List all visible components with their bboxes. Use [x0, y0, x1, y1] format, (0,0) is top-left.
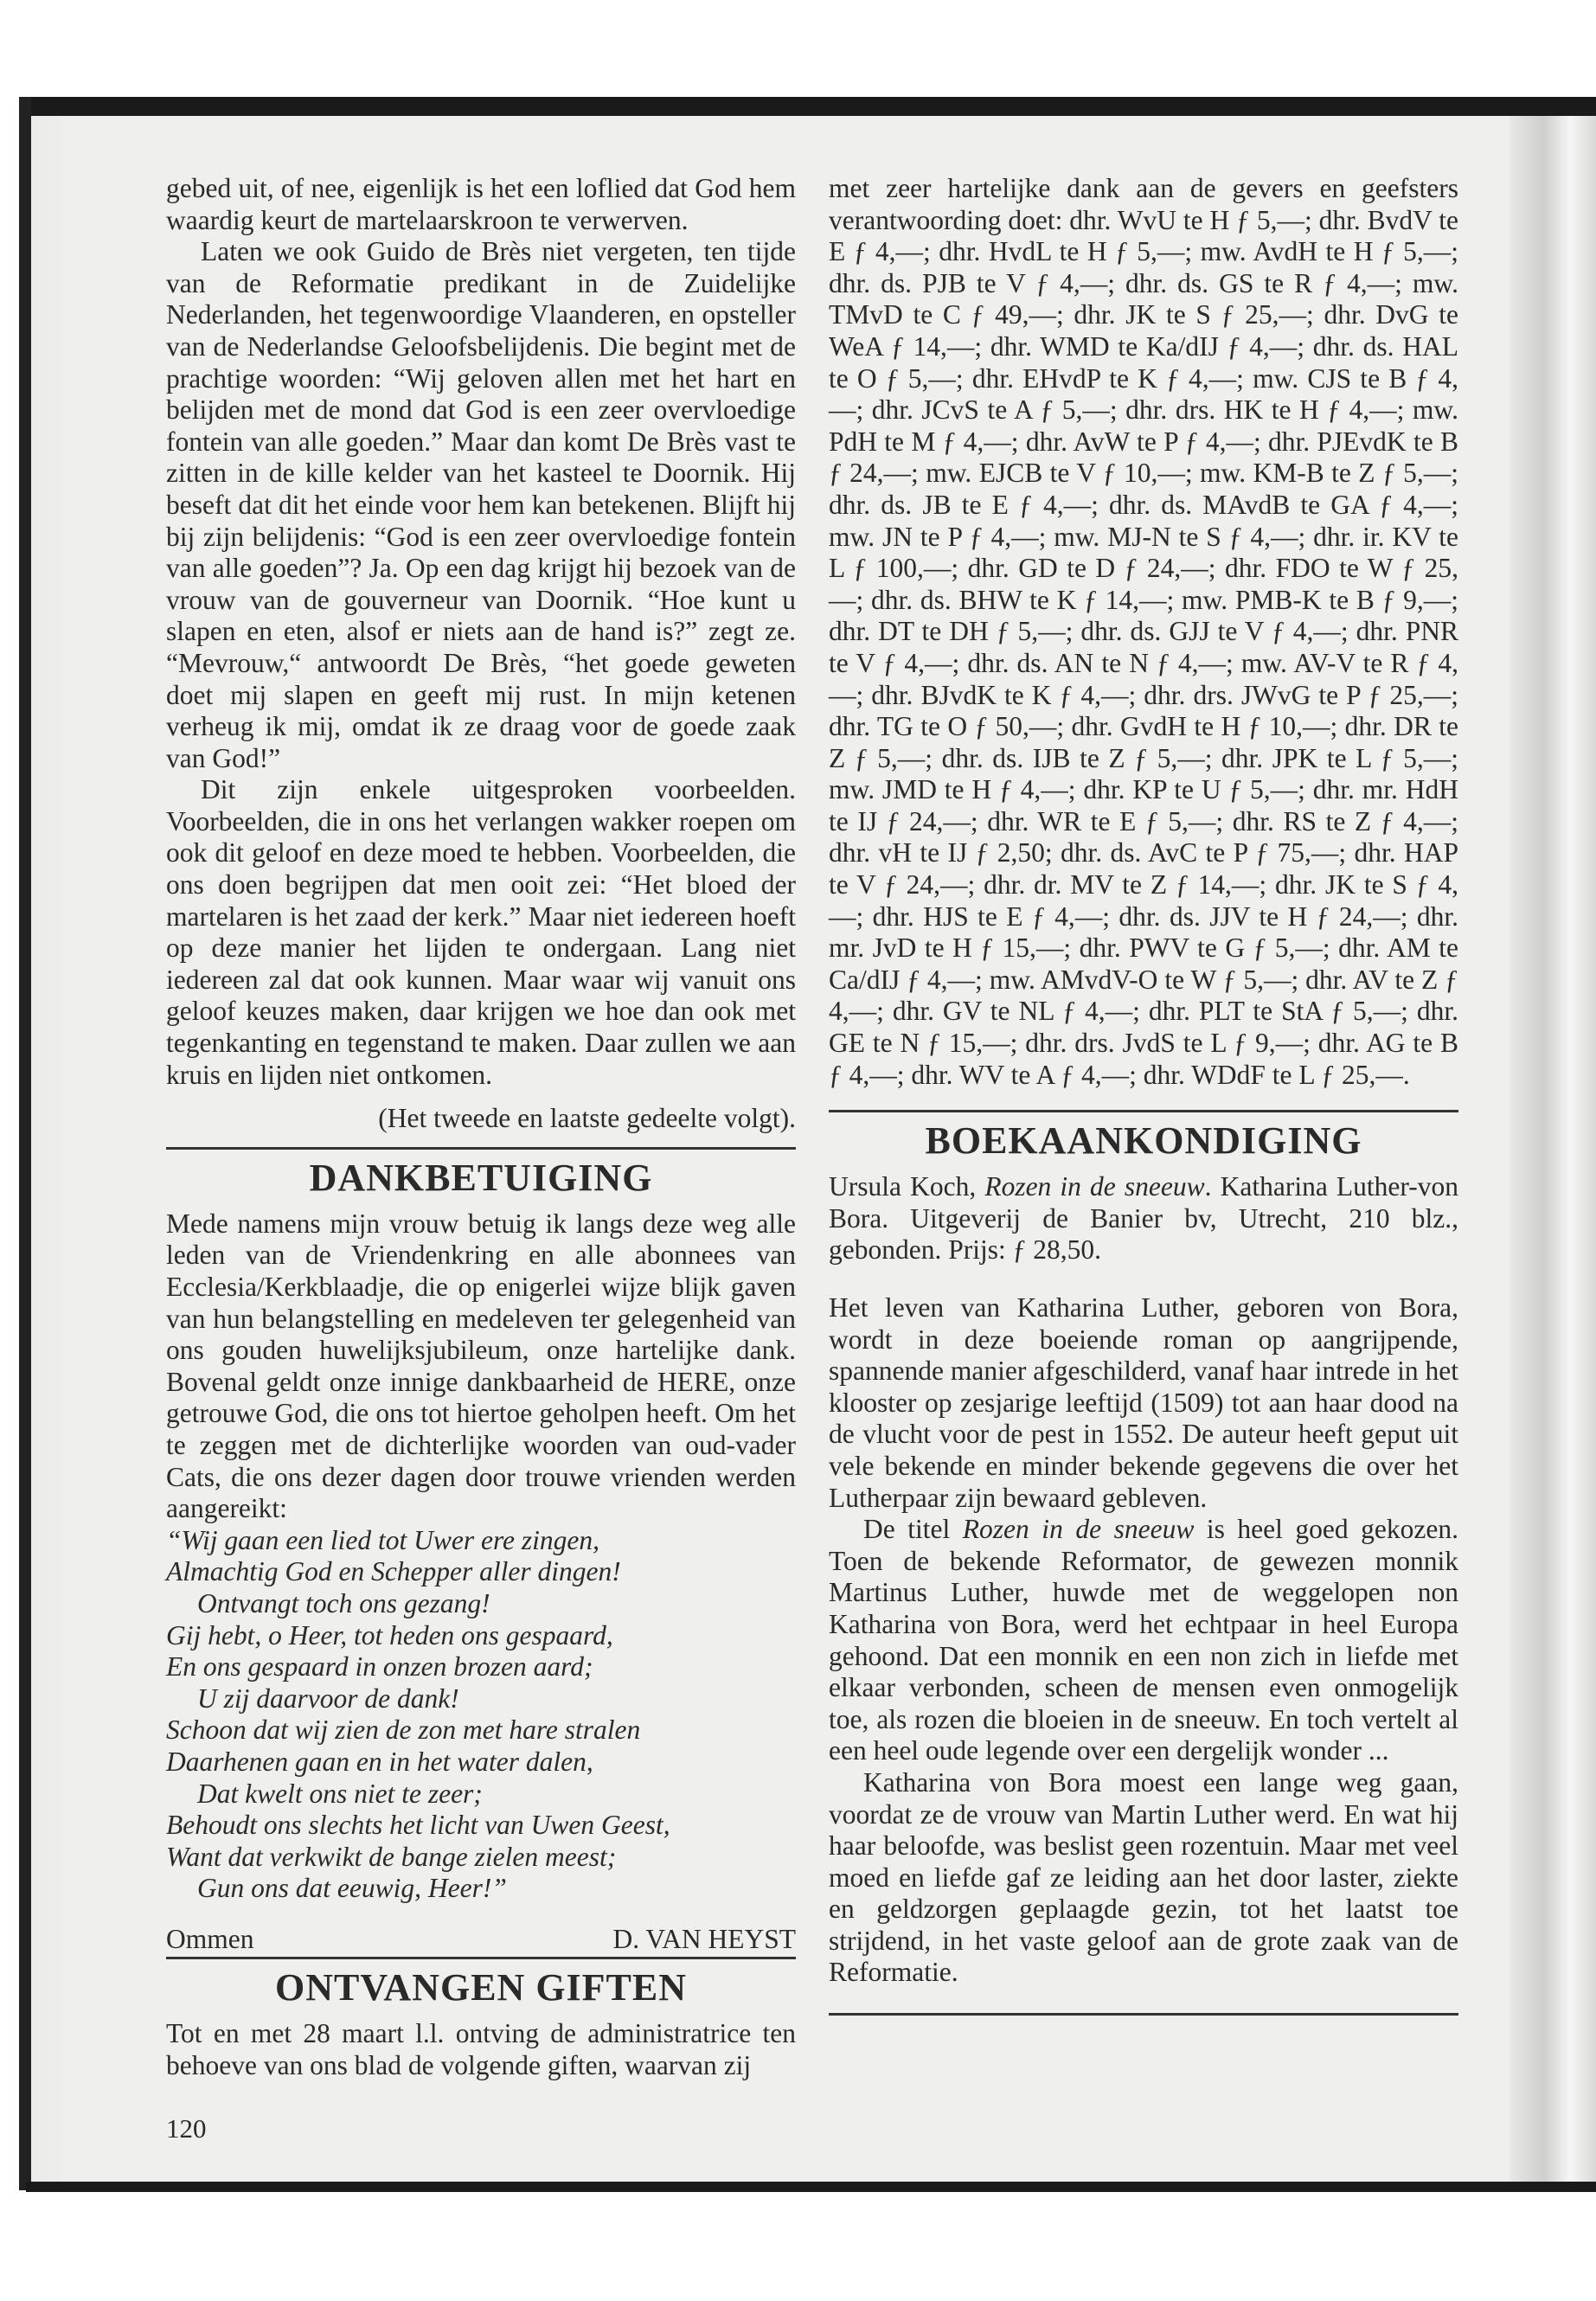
poem-line: Ontvangt toch ons gezang!	[197, 1587, 490, 1618]
poem-line: En ons gespaard in onzen brozen aard;	[166, 1651, 593, 1682]
book-details: . Katharina Luther-von Bora. Uitgeverij de Banier bv, Utrecht, 210 blz., gebonden. Prijs: ƒ 28,50.	[829, 1171, 1458, 1266]
scan-border-left	[19, 97, 31, 2190]
giften-intro: Tot en met 28 maart l.l. ontving de administratrice ten behoeve van ons blad de volgende giften, waarvan zij	[166, 2018, 796, 2081]
section-divider	[829, 2013, 1458, 2016]
poem-line: Almachtig God en Schepper aller dingen!	[166, 1556, 621, 1587]
dankbetuiging-heading: DANKBETUIGING	[309, 1156, 653, 1199]
dankbetuiging-body: Mede namens mijn vrouw betuig ik langs deze weg alle leden van de Vriendenkring en alle abonnees van Ecclesia/Kerkblaadje, die op enigerlei wijze blijk gaven van hun belangstelling en medeleven ter gelegenheid van ons gouden huwelijksjubileum, onze hartelijke dank. Bovenal geldt onze innige dankbaarheid de HERE, onze getrouwe God, die ons tot hiertoe geholpen heeft. Om het te zeggen met de dichterlijke woorden van oud-vader Cats, die ons dezer dagen door trouwe vrienden werden aangereikt:	[166, 1208, 796, 1524]
signature-line	[166, 1924, 796, 1956]
poem-line: “Wij gaan een lied tot Uwer ere zingen,	[166, 1524, 600, 1555]
poem-line: Gij hebt, o Heer, tot heden ons gespaard,	[166, 1619, 613, 1650]
page-number: 120	[166, 2112, 207, 2144]
spacer	[829, 1266, 1458, 1292]
right-column	[829, 173, 1458, 2016]
section-divider	[166, 1147, 796, 1150]
section-divider	[829, 1110, 1458, 1112]
book-title-inline: Rozen in de sneeuw	[962, 1514, 1195, 1545]
signature-name: D. VAN HEYST	[612, 1923, 796, 1954]
poem-line: U zij daarvoor de dank!	[197, 1682, 459, 1714]
scan-border-top	[26, 97, 1596, 116]
poem-line: Dat kwelt ons niet te zeer;	[197, 1778, 483, 1809]
review-paragraph: Katharina von Bora moest een lange weg gaan, voordat ze de vrouw van Martin Luther werd. En wat hij haar beloofde, was beslist geen rozentuin. Maar met veel moed en liefde gaf ze leiding aan het door laster, ziekte en geldzorgen geplaagde gezin, tot het laatst toe strijdend, in het vaste geloof aan de grote zaak van de Reformatie.	[829, 1766, 1458, 1988]
book-title: Rozen in de sneeuw	[984, 1171, 1205, 1202]
article-continuation-note: (Het tweede en laatste gedeelte volgt).	[378, 1103, 796, 1134]
book-author: Ursula Koch,	[829, 1171, 985, 1202]
signature-place: Ommen	[166, 1923, 254, 1954]
giften-list: met zeer hartelijke dank aan de gevers en geefsters verantwoording doet: dhr. WvU te H ƒ 5,—; dhr. BvdV te E ƒ 4,—; dhr. HvdL te H ƒ 5,—; mw. AvdH te H ƒ 5,—; dhr. ds. PJB te V ƒ 4,—; dhr. ds. GS te R ƒ 4,—; mw. TMvD te C ƒ 49,—; dhr. JK te S ƒ 25,—; dhr. DvG te WeA ƒ 14,—; dhr. WMD te Ka/dIJ ƒ 4,—; dhr. ds. HAL te O ƒ 5,—; dhr. EHvdP te K ƒ 4,—; mw. CJS te B ƒ 4,—; dhr. JCvS te A ƒ 5,—; dhr. drs. HK te H ƒ 4,—; mw. PdH te M ƒ 4,—; dhr. AvW te P ƒ 4,—; dhr. PJEvdK te B ƒ 24,—; mw. EJCB te V ƒ 10,—; mw. KM-B te Z ƒ 5,—; dhr. ds. JB te E ƒ 4,—; dhr. ds. MAvdB te GA ƒ 4,—; mw. JN te P ƒ 4,—; mw. MJ-N te S ƒ 4,—; dhr. ir. KV te L ƒ 100,—; dhr. GD te D ƒ 24,—; dhr. FDO te W ƒ 25,—; dhr. ds. BHW te K ƒ 14,—; mw. PMB-K te B ƒ 9,—; dhr. DT te DH ƒ 5,—; dhr. ds. GJJ te V ƒ 4,—; dhr. PNR te V ƒ 4,—; dhr. ds. AN te N ƒ 4,—; mw. AV-V te R ƒ 4,—; dhr. BJvdK te K ƒ 4,—; dhr. drs. JWvG te P ƒ 25,—; dhr. TG te O ƒ 50,—; dhr. GvdH te H ƒ 10,—; dhr. DR te Z ƒ 5,—; dhr. ds. IJB te Z ƒ 5,—; dhr. JPK te L ƒ 5,—; mw. JMD te H ƒ 4,—; dhr. KP te U ƒ 5,—; dhr. mr. HdH te IJ ƒ 24,—; dhr. WR te E ƒ 5,—; dhr. RS te Z ƒ 4,—; dhr. vH te IJ ƒ 2,50; dhr. ds. AvC te P ƒ 75,—; dhr. HAP te V ƒ 24,—; dhr. dr. MV te Z ƒ 14,—; dhr. JK te S ƒ 4,—; dhr. HJS te E ƒ 4,—; dhr. ds. JJV te H ƒ 24,—; dhr. mr. JvD te H ƒ 15,—; dhr. PWV te G ƒ 5,—; dhr. AM te Ca/dIJ ƒ 4,—; mw. AMvdV-O te W ƒ 5,—; dhr. AV te Z ƒ 4,—; dhr. GV te NL ƒ 4,—; dhr. PLT te StA ƒ 5,—; dhr. GE te N ƒ 15,—; dhr. drs. JvdS te L ƒ 9,—; dhr. AG te B ƒ 4,—; dhr. WV te A ƒ 4,—; dhr. WDdF te L ƒ 25,—.	[829, 173, 1458, 1090]
article-paragraph: gebed uit, of nee, eigenlijk is het een loflied dat God hem waardig keurt de martelaarskroon te verwerven.	[166, 173, 796, 235]
poem-line: Schoon dat wij zien de zon met hare stralen	[166, 1715, 641, 1746]
review-paragraph: Het leven van Katharina Luther, geboren von Bora, wordt in deze boeiende roman op aangrijpende, spannende manier afgeschilderd, vanaf haar intrede in het klooster op zesjarige leeftijd (1509) tot aan haar dood na de vlucht voor de pest in 1552. De auteur heeft geput uit vele bekende en minder bekende gegevens die over het Lutherpaar zijn bewaard gebleven.	[829, 1292, 1458, 1513]
scan-border-bottom	[26, 2182, 1596, 2192]
left-column	[166, 173, 796, 2144]
page-edge-shadow	[1509, 116, 1596, 2182]
poem-line: Daarhenen gaan en in het water dalen,	[166, 1746, 593, 1777]
poem	[166, 1525, 796, 1905]
review-text: is heel goed gekozen. Toen de bekende Reformator, de gewezen monnik Martinus Luther, huwde met de weggelopen non Katharina von Bora, werd het echtpaar in heel Europa gehoond. Dat een monnik en een non zich in liefde met elkaar verbonden, scheen de mensen even onmogelijk toe, als rozen die bloeien in de sneeuw. En toch vertelt al een heel oude legende over een dergelijk wonder ...	[829, 1514, 1458, 1766]
poem-line: Behoudt ons slechts het licht van Uwen Geest,	[166, 1810, 670, 1841]
poem-line: Want dat verkwikt de bange zielen meest;	[166, 1841, 617, 1872]
review-paragraph	[829, 1514, 1458, 1767]
poem-line: Gun ons dat eeuwig, Heer!”	[197, 1873, 507, 1904]
article-paragraph: Dit zijn enkele uitgesproken voorbeelden. Voorbeelden, die in ons het verlangen wakker roepen om ook dit geloof en deze moed te hebben. Voorbeelden, die ons doen begrijpen dat men ooit zei: “Het bloed der martelaren is het zaad der kerk.” Maar niet iedereen hoeft op deze manier het lijden te ondergaan. Lang niet iedereen zal dat ook kunnen. Maar waar wij vanuit ons geloof keuzes maken, daar krijgen we hoe dan ook met tegenkanting en tegenstand te maken. Daar zullen we aan kruis en lijden niet ontkomen.	[166, 774, 796, 1090]
giften-heading: ONTVANGEN GIFTEN	[274, 1966, 688, 2009]
article-paragraph: Laten we ook Guido de Brès niet vergeten, ten tijde van de Reformatie predikant in de Zuidelijke Nederlanden, het tegenwoordige Vlaanderen, en opsteller van de Nederlandse Geloofsbelijdenis. Die begint met de prachtige woorden: “Wij geloven allen met het hart en belijden met de mond dat God is een zeer overvloedige fontein van alle goeden.” Maar dan komt De Brès vast te zitten in de kille kelder van het kasteel te Doornik. Hij beseft dat dit het einde voor hem kan betekenen. Blijft hij bij zijn belijdenis: “God is een zeer overvloedige fontein van alle goeden”? Ja. Op een dag krijgt hij bezoek van de vrouw van de gouverneur van Doornik. “Hoe kunt u slapen en eten, alsof er niets aan de hand is?” zegt ze. “Mevrouw,“ antwoordt De Brès, “het goede geweten doet mij slapen en geeft mij rust. In mijn ketenen verheug ik mij, omdat ik ze draag voor de goede zaak van God!”	[166, 236, 796, 773]
boekaankondiging-heading: BOEKAANKONDIGING	[925, 1119, 1362, 1163]
review-text: De titel	[863, 1514, 963, 1545]
section-divider	[166, 1957, 796, 1959]
book-citation	[829, 1171, 1458, 1266]
